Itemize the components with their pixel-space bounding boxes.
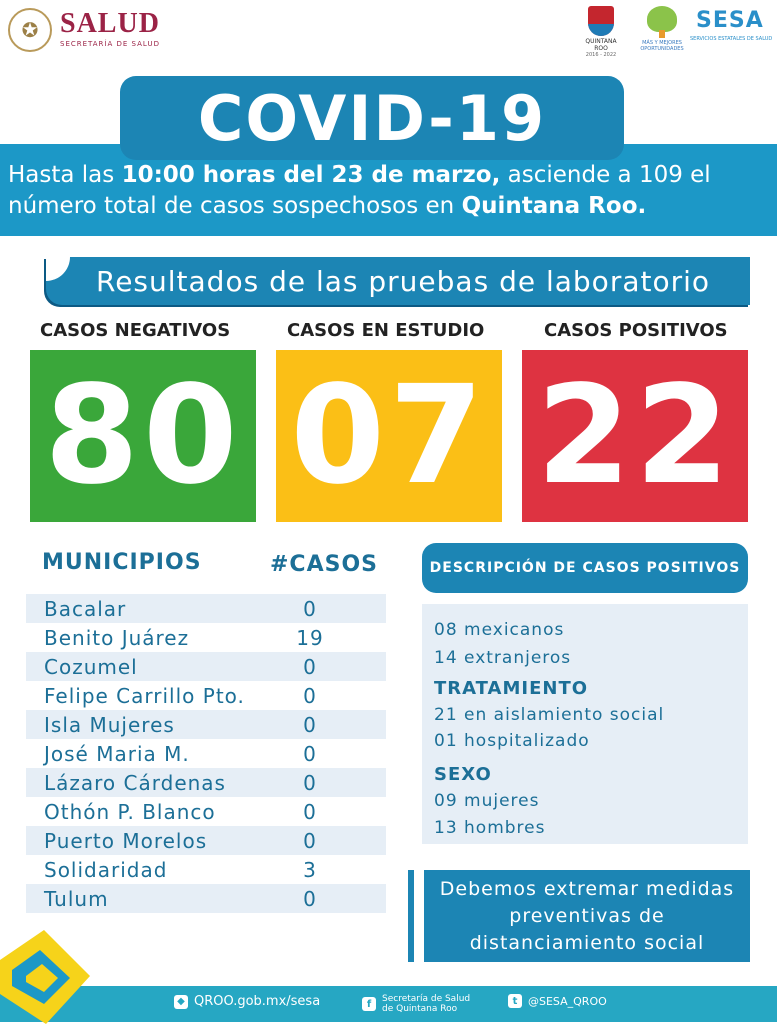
aislamiento-count: 21 en aislamiento social [434,705,665,725]
web-icon: ◆ [174,995,188,1009]
estudio-label: CASOS EN ESTUDIO [287,320,485,341]
table-row [26,594,386,623]
tratamiento-label: TRATAMIENTO [434,678,589,699]
municipios-table [26,594,386,913]
negativos-value: 80 [44,357,242,515]
warning-text: Debemos extremar medidas preventivas de distanciamiento social [439,877,735,954]
estudio-box [276,350,502,522]
summary-part-1: Hasta las [8,162,122,188]
municipio-name: Isla Mujeres [44,712,175,737]
descripcion-panel [422,604,748,844]
municipio-cases: 0 [303,828,317,853]
decorative-logo-icon [0,930,90,1024]
estudio-value: 07 [290,357,488,515]
shield-icon [588,6,614,36]
sesa-subtitle: SERVICIOS ESTATALES DE SALUD [690,36,773,42]
title-box [120,76,624,160]
hospitalizado-count: 01 hospitalizado [434,731,590,751]
casos-header: #CASOS [270,552,378,577]
municipios-header: MUNICIPIOS [42,550,202,575]
municipio-cases: 0 [303,741,317,766]
municipio-name: Felipe Carrillo Pto. [44,683,245,708]
summary-part-2: asciende a 109 el número total de casos sospechosos en [8,162,711,219]
warning-accent [408,870,414,962]
page-title: COVID-19 [197,81,547,155]
salud-logo-text: SALUD [60,8,160,39]
municipio-name: Solidaridad [44,857,168,882]
footer-facebook-text [382,994,470,1014]
positivos-label: CASOS POSITIVOS [544,320,728,341]
secretaria-label: SECRETARÍA DE SALUD [60,40,160,48]
footer-facebook-link[interactable] [362,994,470,1014]
tree-icon [647,6,677,32]
facebook-line-1: Secretaría de Salud [382,994,471,1004]
municipio-cases: 0 [303,770,317,795]
table-row [26,623,386,652]
municipio-name: Bacalar [44,596,127,621]
mas-text: MÁS Y MEJORES OPORTUNIDADES [640,40,684,52]
municipio-name: José Maria M. [44,741,190,766]
municipio-cases: 0 [303,712,317,737]
positivos-box [522,350,748,522]
footer-web-text: QROO.gob.mx/sesa [194,994,321,1009]
table-row [26,768,386,797]
footer-twitter-text: @SESA_QROO [528,994,607,1008]
municipio-cases: 0 [303,596,317,621]
extranjeros-count: 14 extranjeros [434,648,572,668]
positivos-value: 22 [536,357,734,515]
municipio-cases: 0 [303,654,317,679]
summary-state: Quintana Roo. [461,193,647,219]
results-heading: Resultados de las pruebas de laboratorio [96,265,711,298]
municipio-name: Puerto Morelos [44,828,208,853]
summary-text [8,160,773,222]
footer-web-link[interactable] [174,994,320,1009]
table-row [26,652,386,681]
mujeres-count: 09 mujeres [434,791,540,811]
table-row [26,855,386,884]
hombres-count: 13 hombres [434,818,546,838]
qroo-years: 2016 - 2022 [585,52,617,58]
municipio-name: Lázaro Cárdenas [44,770,226,795]
facebook-icon: f [362,997,376,1011]
municipio-name: Othón P. Blanco [44,799,216,824]
municipio-cases: 0 [303,886,317,911]
table-row [26,826,386,855]
warning-box [424,870,750,962]
table-row [26,739,386,768]
municipio-name: Benito Juárez [44,625,190,650]
table-row [26,710,386,739]
municipio-name: Cozumel [44,654,138,679]
negativos-box [30,350,256,522]
municipio-cases: 0 [303,683,317,708]
mexicanos-count: 08 mexicanos [434,620,565,640]
municipio-name: Tulum [44,886,109,911]
mas-oportunidades-logo [638,6,686,52]
qroo-name: QUINTANA ROO [585,38,617,52]
facebook-line-2: de Quintana Roo [382,1004,458,1014]
municipio-cases: 19 [296,625,324,650]
descripcion-heading: DESCRIPCIÓN DE CASOS POSITIVOS [422,543,748,593]
table-row [26,884,386,913]
twitter-icon: t [508,994,522,1008]
summary-date: 10:00 horas del 23 de marzo, [121,162,501,188]
negativos-label: CASOS NEGATIVOS [40,320,231,341]
municipio-cases: 3 [303,857,317,882]
footer-twitter-link[interactable] [508,994,607,1008]
table-row [26,681,386,710]
quintana-roo-logo [578,6,624,58]
sesa-logo-text: SESA [696,8,764,33]
mexico-emblem-icon: ✪ [8,8,52,52]
municipio-cases: 0 [303,799,317,824]
sexo-label: SEXO [434,764,492,785]
table-row [26,797,386,826]
